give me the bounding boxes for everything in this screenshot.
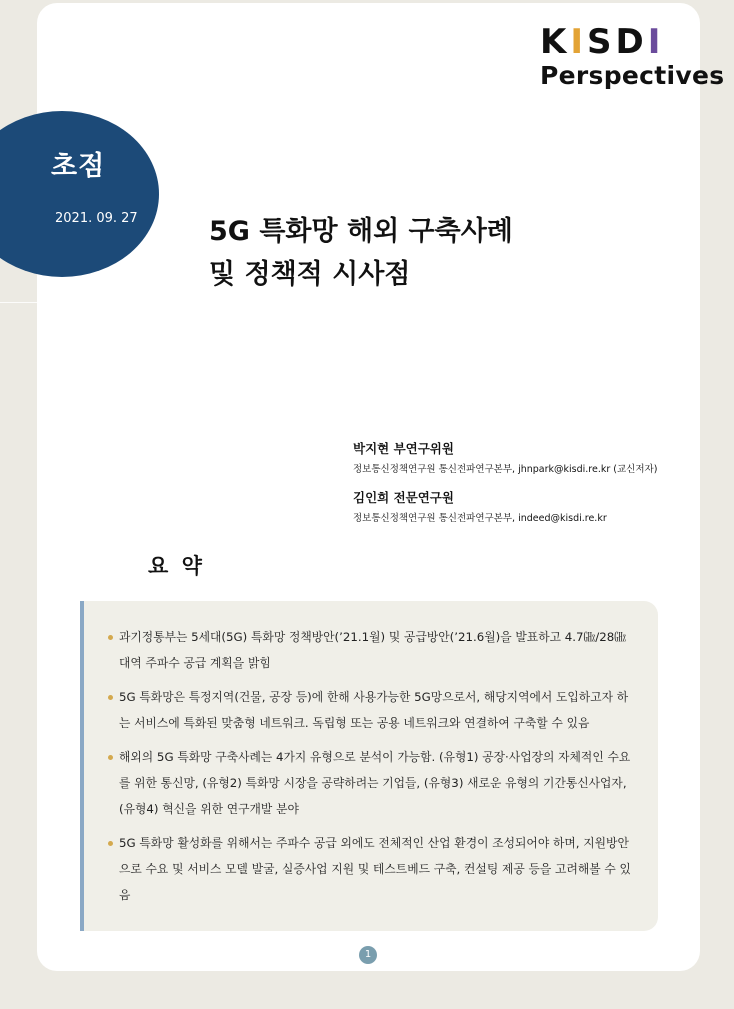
- summary-text: 해외의 5G 특화망 구축사례는 4가지 유형으로 분석이 가능함. (유형1) 공장·사업장의 자체적인 수요를 위한 통신망, (유형2) 특화망 시장을 공략하려는 기업들, (유형3) 새로운 유형의 기간통신사업자, (유형4) 혁신을 위한 연구개발 분야: [119, 750, 631, 816]
- bullet-icon: [108, 635, 113, 640]
- kisdi-logo: [540, 22, 661, 62]
- author-name: 김인희 전문연구원: [353, 490, 454, 505]
- bullet-icon: [108, 755, 113, 760]
- logo-letter: K: [540, 22, 567, 62]
- category-label: 초점: [51, 151, 106, 182]
- author-list: [353, 439, 657, 537]
- brand-subtitle: Perspectives: [540, 61, 725, 90]
- logo-letter: S: [587, 22, 612, 62]
- bullet-icon: [108, 695, 113, 700]
- summary-item: [109, 744, 639, 822]
- logo-letter: I: [647, 22, 661, 62]
- author-affiliation: 정보통신정책연구원 통신전파연구본부, indeed@kisdi.re.kr: [353, 513, 607, 524]
- bullet-icon: [108, 841, 113, 846]
- summary-text: 5G 특화망은 특정지역(건물, 공장 등)에 한해 사용가능한 5G망으로서, 해당지역에서 도입하고자 하는 서비스에 특화된 맞춤형 네트워크. 독립형 또는 공용 네트워크와 연결하여 구축할 수 있음: [119, 690, 629, 730]
- page-number: 1: [359, 946, 377, 964]
- author-name: 박지현 부연구위원: [353, 441, 454, 456]
- summary-heading: 요 약: [148, 554, 205, 578]
- badge-divider: [0, 302, 87, 303]
- summary-item: [109, 684, 639, 736]
- summary-text: 과기정통부는 5세대(5G) 특화망 정책방안(’21.1월) 및 공급방안(’21.6월)을 발표하고 4.7㎓/28㎓ 대역 주파수 공급 계획을 밝힘: [119, 630, 627, 670]
- category-badge: [0, 111, 159, 277]
- summary-item: [109, 624, 639, 676]
- summary-item: [109, 830, 639, 908]
- summary-list: [109, 624, 639, 916]
- summary-text: 5G 특화망 활성화를 위해서는 주파수 공급 외에도 전체적인 산업 환경이 조성되어야 하며, 지원방안으로 수요 및 서비스 모델 발굴, 실증사업 지원 및 테스트베드 구축, 컨설팅 제공 등을 고려해볼 수 있음: [119, 836, 631, 902]
- document-title: [209, 210, 513, 296]
- title-line: 5G 특화망 해외 구축사례: [209, 216, 513, 247]
- publication-date: 2021. 09. 27: [55, 211, 138, 226]
- summary-accent-bar: [80, 601, 84, 931]
- author-affiliation: 정보통신정책연구원 통신전파연구본부, jhnpark@kisdi.re.kr (교신저자): [353, 464, 658, 475]
- logo-letter: I: [570, 22, 584, 62]
- logo-letter: D: [615, 22, 644, 62]
- title-line: 및 정책적 시사점: [209, 259, 411, 290]
